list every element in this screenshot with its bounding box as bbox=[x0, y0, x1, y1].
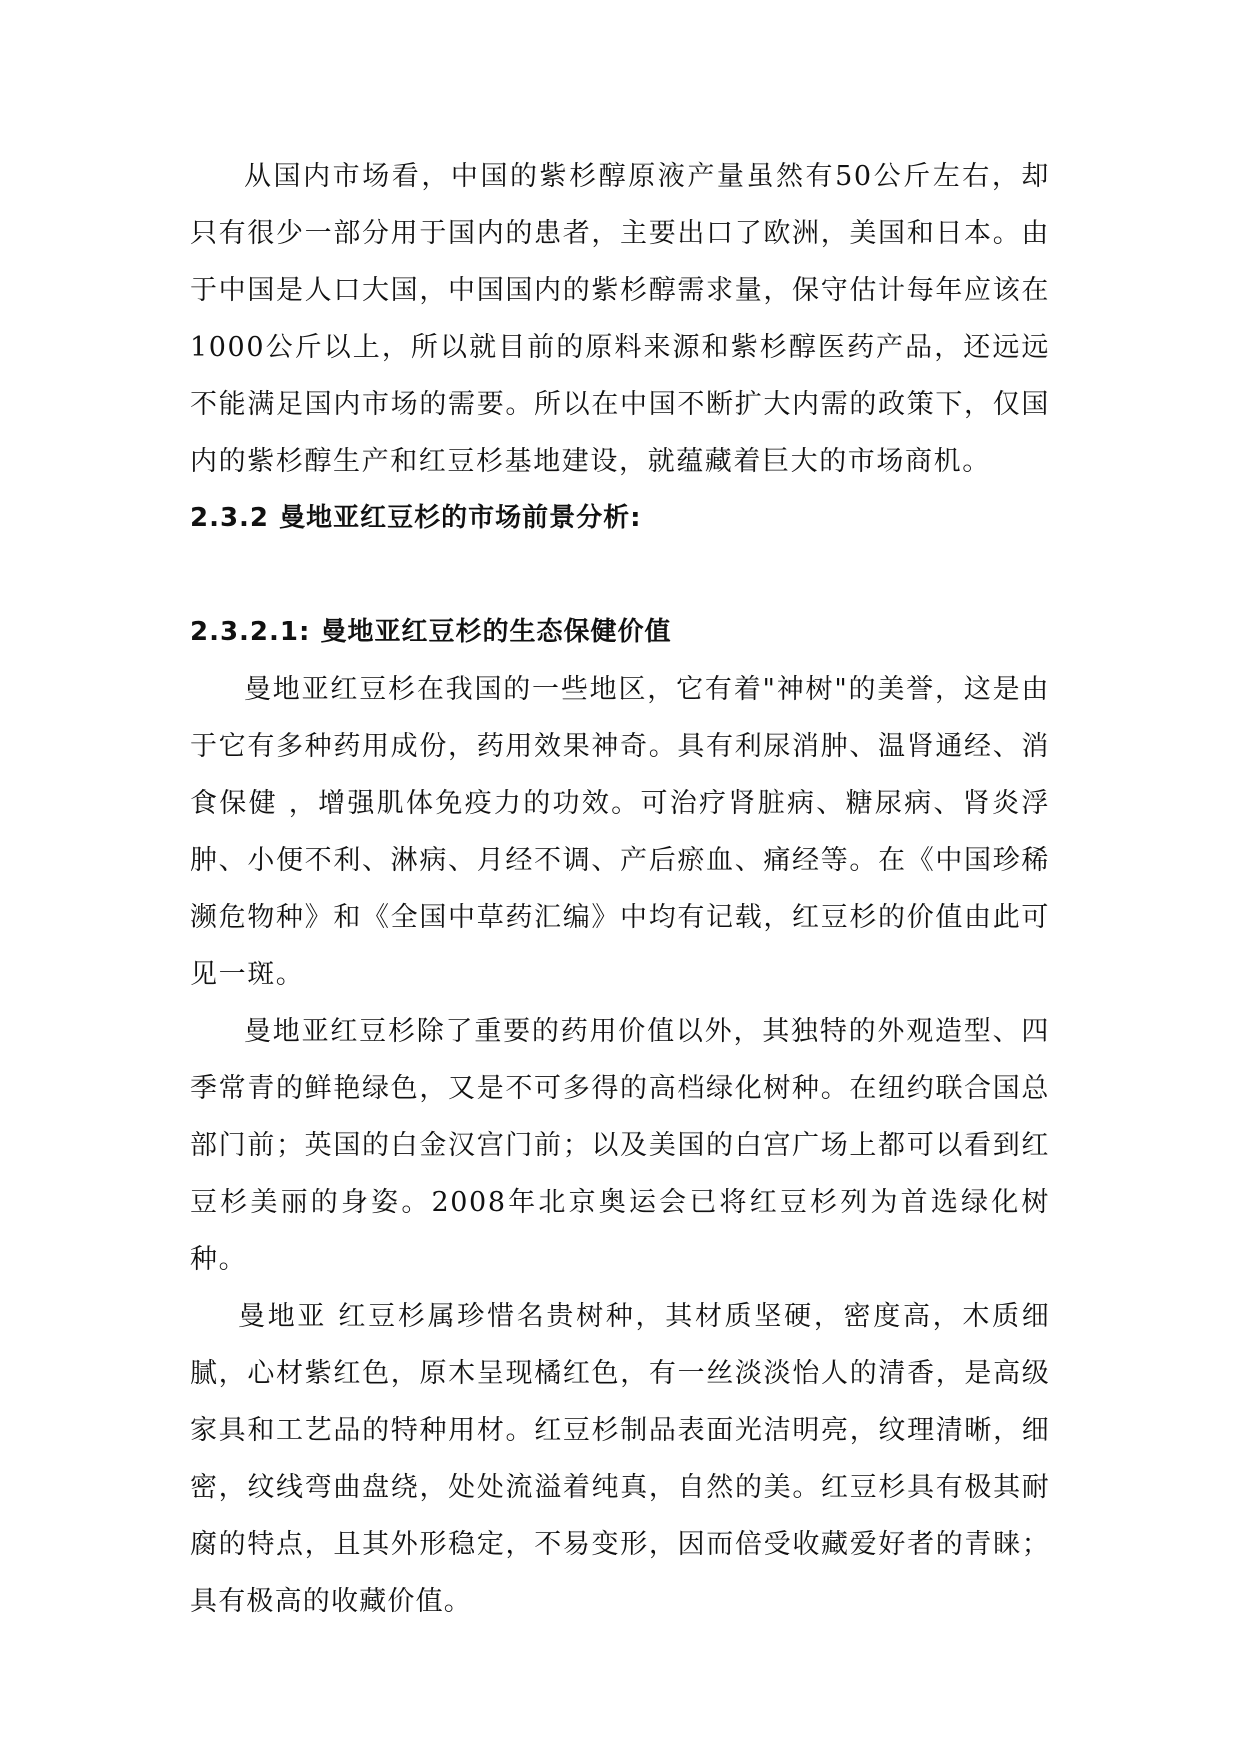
section-spacer bbox=[190, 547, 1050, 604]
section-heading-2-3-2: 2.3.2 曼地亚红豆杉的市场前景分析: bbox=[190, 503, 642, 533]
paragraph-medicinal-value: 曼地亚红豆杉在我国的一些地区，它有着"神树"的美誉，这是由于它有多种药用成份，药用效果神奇。具有利尿消肿、温肾通经、消食保健 ，增强肌体免疫力的功效。可治疗肾脏病、糖尿病、肾炎浮肿、小便不利、淋病、月经不调、产后瘀血、痛经等。在《中国珍稀濒危物种》和《全国中草药汇编》中均有记载，红豆杉的价值由此可见一斑。 bbox=[190, 674, 1050, 990]
subsection-heading-2-3-2-1: 2.3.2.1: 曼地亚红豆杉的生态保健价值 bbox=[190, 617, 672, 647]
paragraph-domestic-market: 从国内市场看，中国的紫杉醇原液产量虽然有50公斤左右，却只有很少一部分用于国内的患者，主要出口了欧洲，美国和日本。由于中国是人口大国，中国国内的紫杉醇需求量，保守估计每年应该在1000公斤以上，所以就目前的原料来源和紫杉醇医药产品，还远远不能满足国内市场的需要。所以在中国不断扩大内需的政策下，仅国内的紫杉醇生产和红豆杉基地建设，就蕴藏着巨大的市场商机。 bbox=[190, 161, 1050, 477]
paragraph-timber-value: 曼地亚 红豆杉属珍惜名贵树种，其材质坚硬，密度高，木质细腻，心材紫红色，原木呈现橘红色，有一丝淡淡怡人的清香，是高级家具和工艺品的特种用材。红豆杉制品表面光洁明亮，纹理清晰，细密，纹线弯曲盘绕，处处流溢着纯真，自然的美。红豆杉具有极其耐腐的特点，且其外形稳定，不易变形，因而倍受收藏爱好者的青睐；具有极高的收藏价值。 bbox=[190, 1301, 1050, 1617]
paragraph-greening-value: 曼地亚红豆杉除了重要的药用价值以外，其独特的外观造型、四季常青的鲜艳绿色，又是不可多得的高档绿化树种。在纽约联合国总部门前；英国的白金汉宫门前；以及美国的白宫广场上都可以看到红豆杉美丽的身姿。2008年北京奥运会已将红豆杉列为首选绿化树种。 bbox=[190, 1016, 1050, 1275]
document-body bbox=[190, 148, 1050, 1630]
